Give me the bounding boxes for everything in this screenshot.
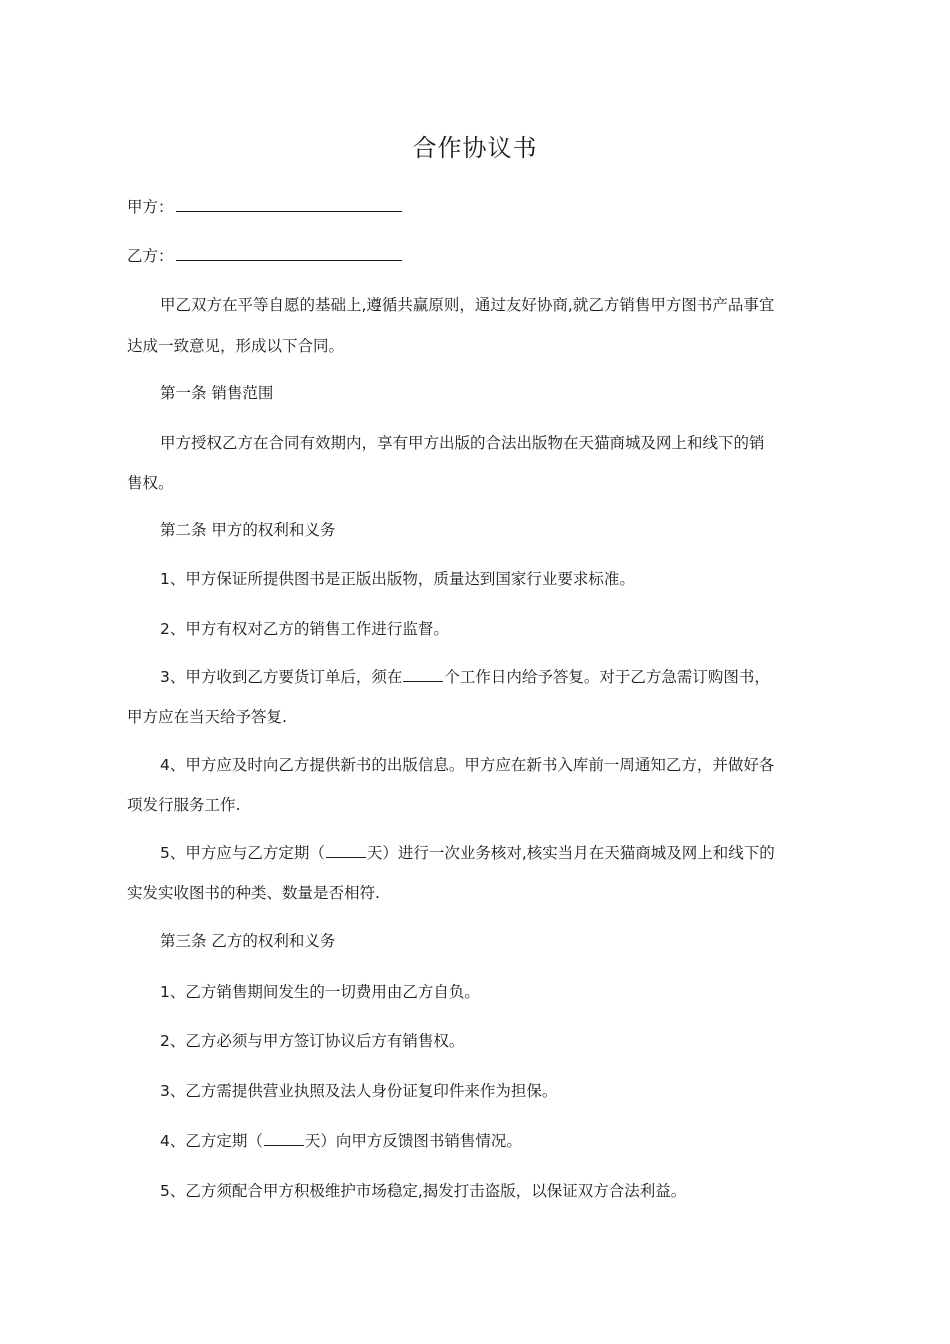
party-a-line [127, 196, 827, 218]
article-3-item-4-post: 天）向甲方反馈图书销售情况。 [304, 1132, 522, 1150]
article-2-item-3-line-2: 甲方应在当天给予答复. [127, 708, 287, 726]
article-2-item-3-line-1 [160, 666, 860, 688]
party-b-line [127, 245, 827, 267]
document-title: 合作协议书 [412, 134, 538, 162]
party-a-label: 甲方： [127, 198, 174, 216]
article-2-item-5-pre: 5、甲方应与乙方定期（ [160, 844, 325, 862]
article-3-item-4 [160, 1130, 860, 1152]
party-b-label: 乙方： [127, 247, 174, 265]
article-2-item-1: 1、甲方保证所提供图书是正版出版物，质量达到国家行业要求标准。 [160, 570, 635, 588]
article-2-heading: 第二条 甲方的权利和义务 [160, 521, 336, 539]
article-2-item-3-blank [403, 666, 443, 682]
intro-paragraph-line-2: 达成一致意见，形成以下合同。 [127, 337, 345, 355]
article-2-item-4-line-2: 项发行服务工作. [127, 796, 241, 814]
article-1-line-2: 售权。 [127, 474, 174, 492]
article-2-item-5-blank [326, 842, 366, 858]
article-2-item-3-post: 个工作日内给予答复。对于乙方急需订购图书， [444, 668, 770, 686]
article-2-item-2: 2、甲方有权对乙方的销售工作进行监督。 [160, 620, 449, 638]
article-3-item-2: 2、乙方必须与甲方签订协议后方有销售权。 [160, 1032, 465, 1050]
article-3-item-5: 5、乙方须配合甲方积极维护市场稳定,揭发打击盗版，以保证双方合法利益。 [160, 1182, 687, 1200]
article-3-heading: 第三条 乙方的权利和义务 [160, 932, 336, 950]
article-1-line-1: 甲方授权乙方在合同有效期内，享有甲方出版的合法出版物在天猫商城及网上和线下的销 [160, 434, 765, 452]
article-2-item-4-line-1: 4、甲方应及时向乙方提供新书的出版信息。甲方应在新书入库前一周通知乙方，并做好各 [160, 756, 775, 774]
intro-paragraph-line-1: 甲乙双方在平等自愿的基础上,遵循共赢原则，通过友好协商,就乙方销售甲方图书产品事宜 [160, 296, 775, 314]
article-3-item-3: 3、乙方需提供营业执照及法人身份证复印件来作为担保。 [160, 1082, 558, 1100]
article-2-item-3-pre: 3、甲方收到乙方要货订单后，须在 [160, 668, 403, 686]
article-2-item-5-line-2: 实发实收图书的种类、数量是否相符. [127, 884, 380, 902]
article-3-item-4-blank [264, 1130, 304, 1146]
article-2-item-5-line-1 [160, 842, 860, 864]
article-3-item-4-pre: 4、乙方定期（ [160, 1132, 263, 1150]
article-1-heading: 第一条 销售范围 [160, 384, 274, 402]
party-b-blank [176, 245, 402, 261]
article-2-item-5-post: 天）进行一次业务核对,核实当月在天猫商城及网上和线下的 [366, 844, 775, 862]
article-3-item-1: 1、乙方销售期间发生的一切费用由乙方自负。 [160, 983, 480, 1001]
party-a-blank [176, 196, 402, 212]
